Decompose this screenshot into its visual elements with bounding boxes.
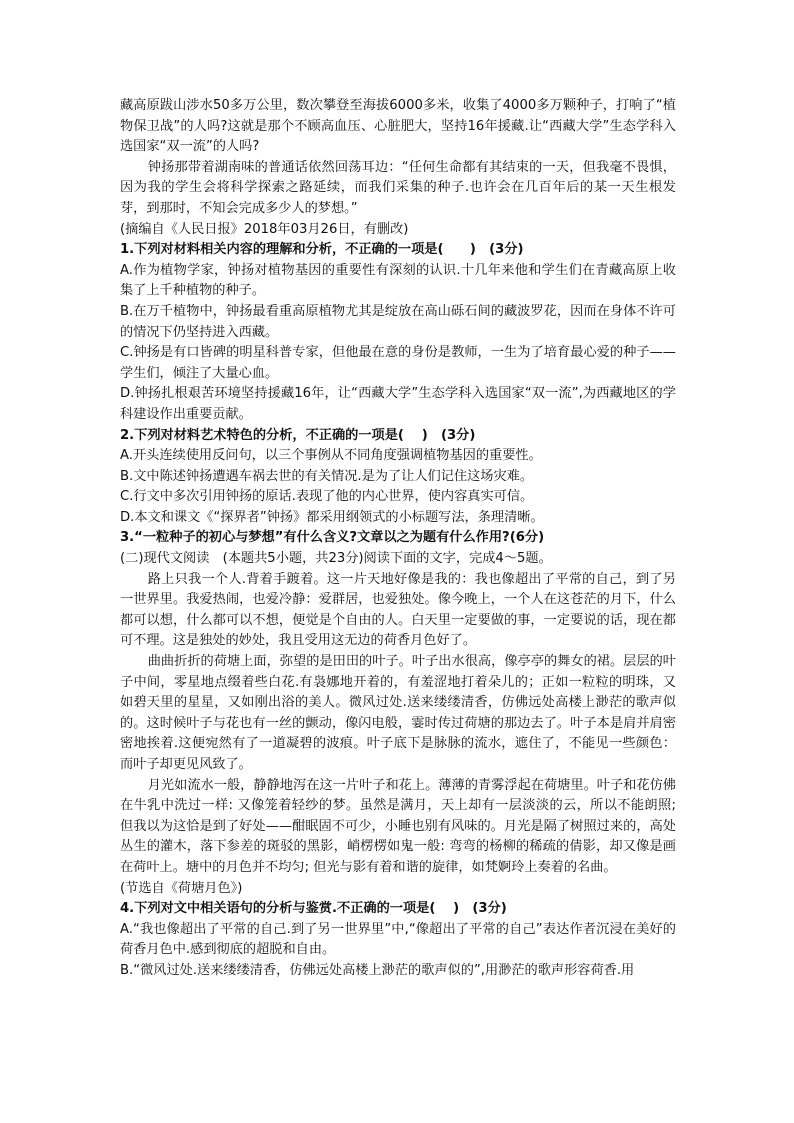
q1-option-a: A.作为植物学家，钟扬对植物基因的重要性有深刻的认识.十几年来他和学生们在青藏高原上收集了上千种植物的种子。 — [120, 262, 676, 299]
section2-para3: 月光如流水一般，静静地泻在这一片叶子和花上。薄薄的青雾浮起在荷塘里。叶子和花仿佛在牛乳中洗过一样: 又像笼着轻纱的梦。虽然是满月，天上却有一层淡淡的云，所以不能朗照; 但我以为这恰是到了好处——酣眠固不可少，小睡也别有风味的。月光是隔了树照过来的，高处丛生的灌木，落下参差的斑驳的黑影，峭楞楞如鬼一般: 弯弯的杨柳的稀疏的倩影，却又像是画在荷叶上。塘中的月色并不均匀; 但光与影有着和谐的旋律，如梵婀玲上奏着的名曲。 — [120, 777, 676, 875]
q3-stem: 3.“一粒种子的初心与梦想”有什么含义?文章以之为题有什么作用?(6分) — [120, 530, 545, 546]
passage1-quote: 钟扬那带着湖南味的普通话依然回荡耳边：“任何生命都有其结束的一天，但我毫不畏惧，因为我的学生会将科学探索之路延续，而我们采集的种子.也许会在几百年后的某一天生根发芽，到那时，不知会完成多少人的梦想。” — [120, 159, 676, 216]
q2-option-a: A.开头连续使用反问句，以三个事例从不同角度强调植物基因的重要性。 — [120, 448, 542, 464]
q1-option-c: C.钟扬是有口皆碑的明星科普专家，但他最在意的身份是教师，一生为了培育最心爱的种子——学生们，倾注了大量心血。 — [120, 345, 676, 381]
q4-option-a: A.“我也像超出了平常的自己.到了另一世界里”中,“像超出了平常的自己”表达作者沉浸在美好的荷香月色中.感到彻底的超脱和自由。 — [120, 921, 676, 958]
q2-option-c: C.行文中多次引用钟扬的原话.表现了他的内心世界，使内容真实可信。 — [120, 489, 534, 505]
q1-stem: 1.下列对材料相关内容的理解和分析，不正确的一项是( ) (3分) — [120, 242, 524, 258]
section2-header: (二)现代文阅读 (本题共5小题，共23分)阅读下面的文字，完成4～5题。 — [120, 551, 552, 567]
q2-option-d: D.本文和课文《“探界者”钟扬》都采用纲领式的小标题写法，条理清晰。 — [120, 509, 544, 525]
q1-option-b: B.在万千植物中，钟扬最看重高原植物尤其是绽放在高山砾石间的藏波罗花，因而在身体不许可的情况下仍坚持进入西藏。 — [120, 303, 676, 340]
exam-page — [120, 96, 676, 982]
section2-source: (节选自《荷塘月色》) — [120, 880, 243, 896]
q4-stem: 4.下列对文中相关语句的分析与鉴赏.不正确的一项是( ) (3分) — [120, 901, 507, 917]
section2-para2: 曲曲折折的荷塘上面，弥望的是田田的叶子。叶子出水很高，像亭亭的舞女的裙。层层的叶子中间，零星地点缀着些白花.有袅娜地开着的，有羞涩地打着朵儿的；正如一粒粒的明珠，又如碧天里的星星，又如刚出浴的美人。微风过处.送来缕缕清香，仿佛远处高楼上渺茫的歌声似的。这时候叶子与花也有一丝的颤动，像闪电般，霎时传过荷塘的那边去了。叶子本是肩并肩密密地挨着.这便宛然有了一道凝碧的波痕。叶子底下是脉脉的流水，遮住了，不能见一些颜色：而叶子却更见风致了。 — [120, 654, 676, 772]
q4-option-b: B.“微风过处.送来缕缕清香，仿佛远处高楼上渺茫的歌声似的”,用渺茫的歌声形容荷香.用 — [120, 962, 635, 978]
q2-option-b: B.文中陈述钟扬遭遇车祸去世的有关情况.是为了让人们记住这场灾难。 — [120, 468, 534, 484]
passage1-continuation: 藏高原跋山涉水50多万公里，数次攀登至海拔6000多米，收集了4000多万颗种子，打响了“植物保卫战”的人吗?这就是那个不顾高血压、心脏肥大，坚持16年援藏.让“西藏大学”生态学科入选国家“双一流”的人吗? — [120, 98, 676, 155]
q1-option-d: D.钟扬扎根艰苦环境坚持援藏16年，让“西藏大学”生态学科入选国家“双一流”,为西藏地区的学科建设作出重要贡献。 — [120, 386, 676, 422]
passage1-source: (摘编自《人民日报》2018年03月26日，有删改) — [120, 221, 409, 237]
q2-stem: 2.下列对材料艺术特色的分析，不正确的一项是( ) (3分) — [120, 427, 476, 443]
section2-para1: 路上只我一个人.背着手踱着。这一片天地好像是我的：我也像超出了平常的自己，到了另一世界里。我爱热闹，也爱冷静：爱群居，也爱独处。像今晚上，一个人在这苍茫的月下，什么都可以想，什么都可以不想，便觉是个自由的人。白天里一定要做的事，一定要说的话，现在都可不理。这是独处的妙处，我且受用这无边的荷香月色好了。 — [120, 571, 676, 649]
